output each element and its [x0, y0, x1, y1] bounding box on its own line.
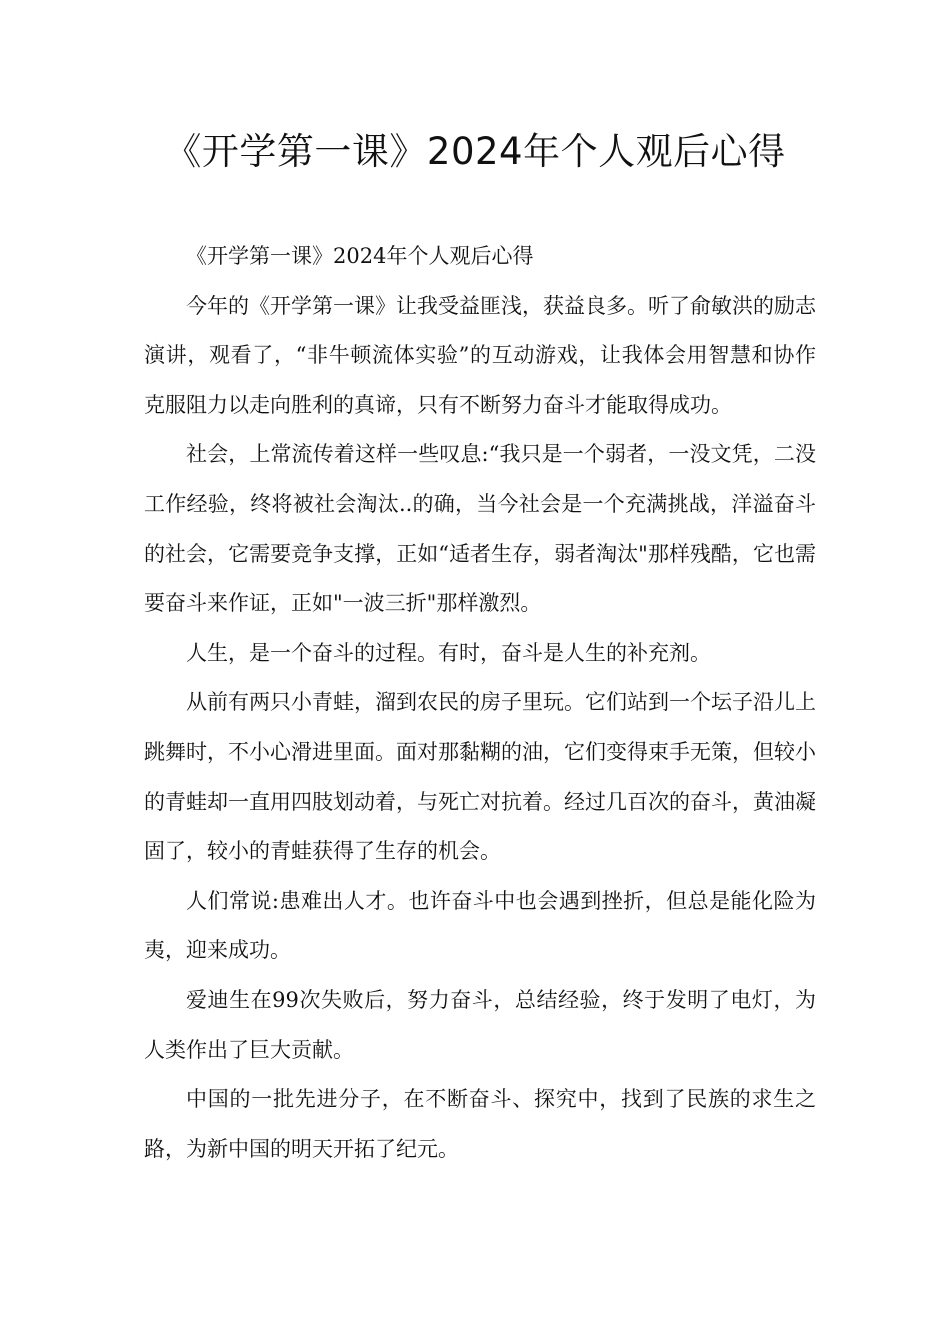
paragraph: 今年的《开学第一课》让我受益匪浅，获益良多。听了俞敏洪的励志演讲，观看了，“非牛顿流体实验”的互动游戏，让我体会用智慧和协作克服阻力以走向胜利的真谛，只有不断努力奋斗才能取得成功。: [144, 293, 816, 417]
paragraph: 人们常说:患难出人才。也许奋斗中也会遇到挫折，但总是能化险为夷，迎来成功。: [144, 888, 816, 963]
paragraph: 爱迪生在99次失败后，努力奋斗，总结经验，终于发明了电灯，为人类作出了巨大贡献。: [144, 987, 816, 1062]
paragraph: 社会，上常流传着这样一些叹息:“我只是一个弱者，一没文凭，二没工作经验，终将被社会淘汰..的确，当今社会是一个充满挑战，洋溢奋斗的社会，它需要竞争支撑，正如“适者生存，弱者淘汰"那样残酷，它也需要奋斗来作证，正如"一波三折"那样激烈。: [144, 442, 816, 616]
document-title: 《开学第一课》2024年个人观后心得: [164, 130, 786, 173]
paragraph: 从前有两只小青蛙，溜到农民的房子里玩。它们站到一个坛子沿儿上跳舞时，不小心滑进里面。面对那黏糊的油，它们变得束手无策，但较小的青蛙却一直用四肢划动着，与死亡对抗着。经过几百次的奋斗，黄油凝固了，较小的青蛙获得了生存的机会。: [144, 690, 816, 864]
paragraph-subtitle: 《开学第一课》2024年个人观后心得: [186, 244, 534, 268]
paragraph: 中国的一批先进分子，在不断奋斗、探究中，找到了民族的求生之路，为新中国的明天开拓了纪元。: [144, 1087, 816, 1161]
document-body: [144, 232, 816, 1174]
paragraph: 人生，是一个奋斗的过程。有时，奋斗是人生的补充剂。: [186, 640, 711, 665]
